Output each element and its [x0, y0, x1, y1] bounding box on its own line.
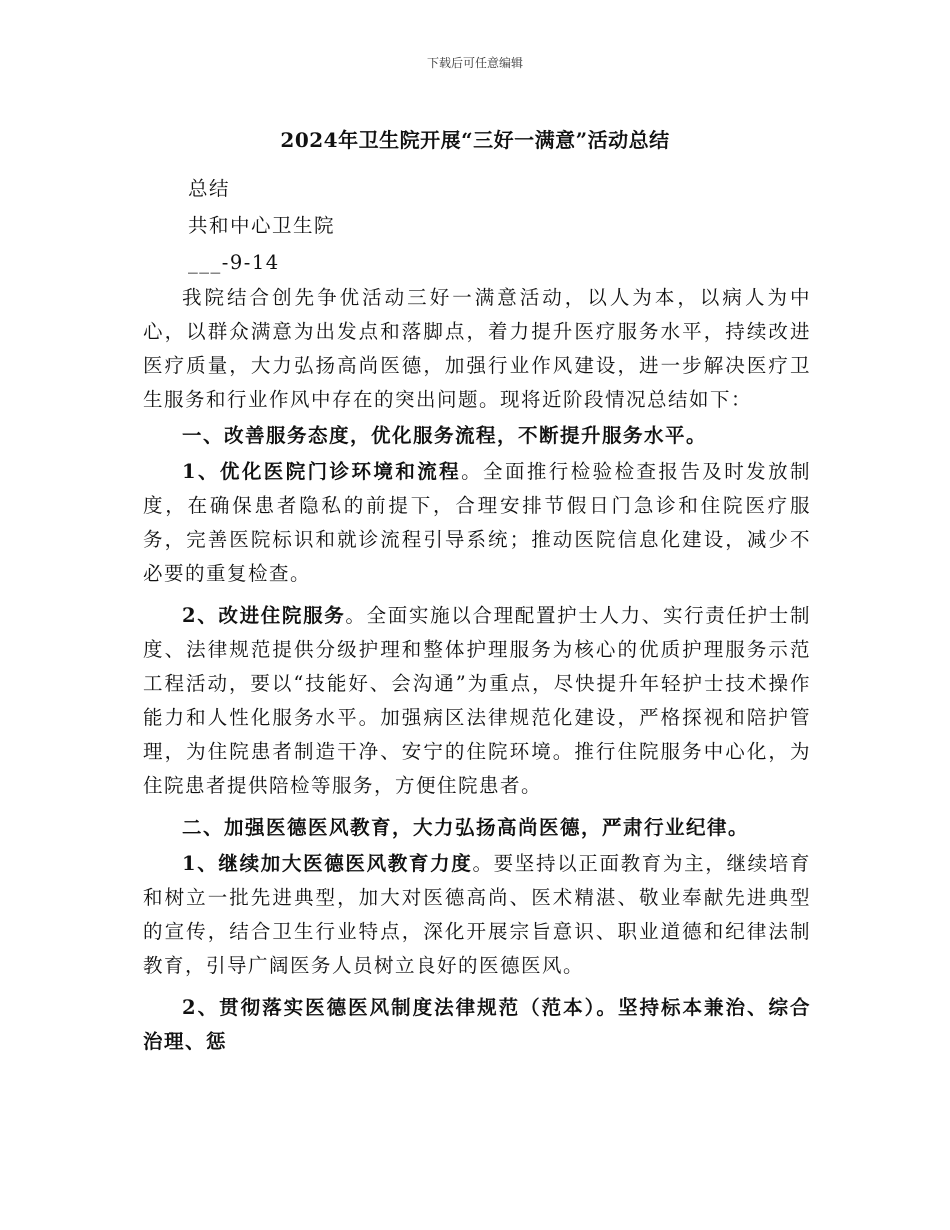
section-1-item-1-body: 。全面推行检验检查报告及时发放制度，在确保患者隐私的前提下，合理安排节假日门急诊和住院医疗服务，完善医院标识和就诊流程引导系统；推动医院信息化建设，减少不必要的重复检查。 [143, 460, 811, 585]
download-note: 下载后可任意编辑 [426, 56, 523, 70]
section-2-item-1-lead: 1、继续加大医德医风教育力度 [182, 852, 473, 875]
intro-paragraph: 我院结合创先争优活动三好一满意活动，以人为本，以病人为中心，以群众满意为出发点和落脚点，着力提升医疗服务水平，持续改进医疗质量，大力弘扬高尚医德，加强行业作风建设，进一步解决医疗卫生服务和行业作风中存在的突出问题。现将近阶段情况总结如下： [143, 286, 811, 411]
section-1-item-1 [143, 455, 811, 591]
section-2-item-2: 2、贯彻落实医德医风制度法律规范（范本）。坚持标本兼治、综合治理、惩 [143, 996, 811, 1053]
document-organization: 共和中心卫生院 [188, 214, 336, 237]
document-body [143, 170, 811, 1059]
section-2-item-1-body: 。要坚持以正面教育为主，继续培育和树立一批先进典型，加大对医德高尚、医术精湛、敬业奉献先进典型的宣传，结合卫生行业特点，深化开展宗旨意识、职业道德和纪律法制教育，引导广阔医务人员树立良好的医德医风。 [143, 852, 811, 977]
section-2-item-1 [143, 847, 811, 983]
section-2-heading: 二、加强医德医风教育，大力弘扬高尚医德，严肃行业纪律。 [182, 816, 750, 839]
section-1-heading: 一、改善服务态度，优化服务流程，不断提升服务水平。 [182, 424, 708, 447]
document-category: 总结 [188, 177, 231, 200]
section-1-item-2-lead: 2、改进住院服务 [182, 604, 346, 627]
document-date: ___-9-14 [188, 251, 280, 274]
section-1-item-2-body: 。全面实施以合理配置护士人力、实行责任护士制度、法律规范提供分级护理和整体护理服务为核心的优质护理服务示范工程活动，要以“技能好、会沟通”为重点，尽快提升年轻护士技术操作能力和人性化服务水平。加强病区法律规范化建设，严格探视和陪护管理，为住院患者制造干净、安宁的住院环境。推行住院服务中心化，为住院患者提供陪检等服务，方便住院患者。 [143, 604, 811, 797]
section-1-item-2 [143, 599, 811, 803]
section-1-item-1-lead: 1、优化医院门诊环境和流程 [182, 460, 462, 483]
document-title: 2024年卫生院开展“三好一满意”活动总结 [280, 128, 670, 152]
